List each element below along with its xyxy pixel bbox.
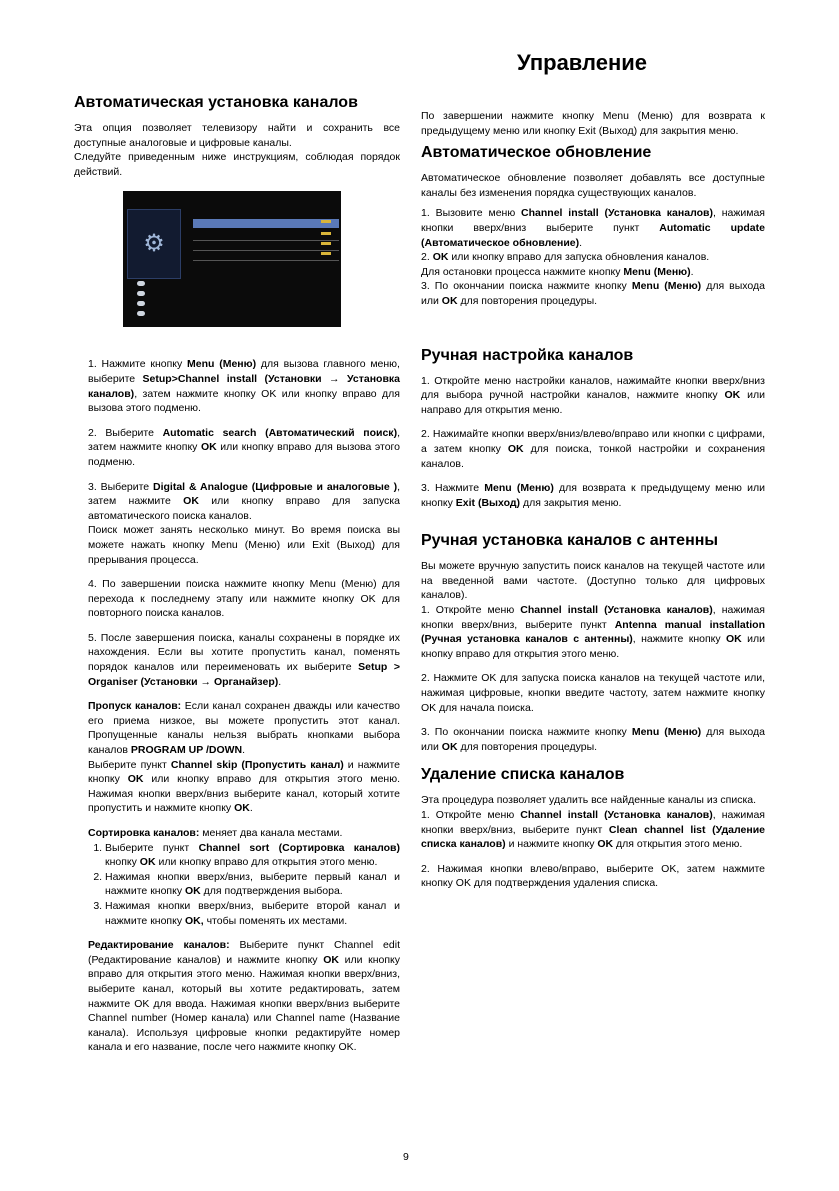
auto-update-heading: Автоматическое обновление <box>421 144 652 162</box>
auto-step-2: 2. Выберите Automatic search (Автоматический поиск), затем нажмите кнопку OK или кнопку вправо для вызова этого подменю. <box>88 426 400 468</box>
auto-update-step-3: 3. По окончании поиска нажмите кнопку Menu (Меню) для выхода или OK для повторения процедуры. <box>421 280 766 307</box>
page-title: Управление <box>517 50 648 75</box>
list-item: 2. Нажимая кнопки вверх/вниз, выберите первый канал и нажмите кнопку OK для подтверждения выбора. <box>105 870 400 899</box>
auto-install-intro-2: Следуйте приведенным ниже инструкциям, соблюдая порядок действий. <box>74 151 400 178</box>
menu-row <box>193 241 339 251</box>
antenna-step-3: 3. По окончании поиска нажмите кнопку Menu (Меню) для выхода или OK для повторения процедуры. <box>421 726 766 753</box>
auto-update-step-2b: Для остановки процесса нажмите кнопку Menu (Меню). <box>421 265 694 278</box>
auto-update-step-2: 2. OK или кнопку вправо для запуска обновления каналов. <box>421 251 710 264</box>
menu-dot <box>137 281 145 286</box>
manual-step-3: 3. Нажмите Menu (Меню) для возврата к предыдущему меню или кнопку Exit (Выход) для закрытия меню. <box>421 482 765 509</box>
menu-dot <box>137 301 145 306</box>
antenna-step-1: 1. Откройте меню Channel install (Установка каналов), нажимая кнопки вверх/вниз, выберите пункт Antenna manual installation (Ручная установка каналов с антенны), нажмите кнопку OK или кнопку вправо для открытия этого меню. <box>421 604 766 660</box>
manual-step-1: 1. Откройте меню настройки каналов, нажимайте кнопки вверх/вниз для выбора ручной настройки каналов, нажмите кнопку OK или направо для открытия меню. <box>421 374 765 416</box>
antenna-step-2: 2. Нажмите OK для запуска поиска каналов на текущей частоте или, нажимая цифровые, кнопки введите частоту, затем нажмите кнопку OK для начала поиска. <box>421 672 765 714</box>
top-note: По завершении нажмите кнопку Menu (Меню) для возврата к предыдущему меню или кнопку Exit (Выход) для закрытия меню. <box>421 110 765 137</box>
menu-row-highlighted <box>193 219 339 228</box>
antenna-intro: Вы можете вручную запустить поиск каналов на текущей частоте или на введенной вами частоте. (Доступно только для цифровых каналов). <box>421 560 765 602</box>
menu-row <box>193 251 339 261</box>
page-number: 9 <box>403 1151 409 1163</box>
auto-step-5: 5. После завершения поиска, каналы сохранены в порядке их нахождения. Если вы хотите пропустить канал, поменять порядок каналов или переименовать их выберите Setup > Organiser (Установки → Органайзер). <box>88 631 400 688</box>
right-column <box>421 109 765 891</box>
channel-sort-heading: Сортировка каналов: меняет два канала местами. <box>88 827 343 839</box>
delete-list-heading: Удаление списка каналов <box>421 766 625 784</box>
channel-sort-list <box>88 841 400 929</box>
menu-row <box>193 231 339 241</box>
auto-install-intro: Эта опция позволяет телевизору найти и сохранить все доступные аналоговые и цифровые каналы. <box>74 122 400 149</box>
left-column <box>74 94 401 1055</box>
auto-step-4: 4. По завершении поиска нажмите кнопку Menu (Меню) для перехода к последнему этапу или нажмите кнопку OK для повторного поиска каналов. <box>88 578 400 620</box>
auto-update-intro: Автоматическое обновление позволяет добавлять все доступные каналы без изменения порядка существующих каналов. <box>421 172 765 199</box>
menu-dot <box>137 291 145 296</box>
delete-step-1: 1. Откройте меню Channel install (Установка каналов), нажимая кнопки вверх/вниз, выберите пункт Clean channel list (Удаление списка каналов) и нажмите кнопку OK для открытия этого меню. <box>421 809 765 851</box>
channel-skip-text: Пропуск каналов: Если канал сохранен дважды или качество его приема низкое, вы можете пропустить этот канал. Пропущенные каналы нельзя выбрать кнопками выбора каналов PROGRAM UP /DOWN. <box>88 700 400 757</box>
manual-tuning-heading: Ручная настройка каналов <box>421 346 634 364</box>
menu-dot <box>137 311 145 316</box>
auto-step-1: 1. Нажмите кнопку Menu (Меню) для вызова главного меню, выберите Setup>Channel install (Установки → Установка каналов), затем нажмите кнопку OK или кнопку вправо для вызова этого подменю. <box>88 358 400 415</box>
tv-menu-screenshot <box>123 191 341 327</box>
channel-edit-text: Редактирование каналов: Выберите пункт Channel edit (Редактирование каналов) и нажмите кнопку OK или кнопку вправо для открытия этого меню. Нажимая кнопки вверх/вниз, выберите канал, который вы хотите редактировать, затем нажмите OK для ввода. Нажимая кнопки вверх/вниз выберите Channel number (Номер канала) или Channel name (Название канала). Используя цифровые кнопки редактируйте номер канала и его название, после чего нажмите кнопку OK. <box>88 939 400 1054</box>
auto-install-heading: Автоматическая установка каналов <box>74 94 358 111</box>
delete-step-2: 2. Нажимая кнопки влево/вправо, выберите OK, затем нажмите кнопку OK для подтверждения удаления списка. <box>421 862 765 890</box>
list-item: 3. Нажимая кнопки вверх/вниз, выберите второй канал и нажмите кнопку OK, чтобы поменять их местами. <box>105 899 400 928</box>
manual-step-2: 2. Нажимайте кнопки вверх/вниз/влево/вправо или кнопки с цифрами, а затем кнопку OK для поиска, тонкой настройки и сохранения каналов. <box>421 428 765 470</box>
gear-icon: ⚙ <box>143 230 165 258</box>
list-item: 1. Выберите пункт Channel sort (Сортировка каналов) кнопку OK или кнопку вправо для открытия этого меню. <box>105 841 400 870</box>
auto-step-3: 3. Выберите Digital & Analogue (Цифровые и аналоговые ), затем нажмите OK или кнопку вправо для запуска автоматического поиска каналов. <box>88 480 400 522</box>
auto-step-3-note: Поиск может занять несколько минут. Во время поиска вы можете нажать кнопку Menu (Меню) или Exit (Выход) для прерывания процесса. <box>88 524 400 566</box>
auto-update-step-1: 1. Вызовите меню Channel install (Установка каналов), нажимая кнопки вверх/вниз выберите пункт Automatic update (Автоматическое обновление). <box>421 207 765 249</box>
channel-skip-text-2: Выберите пункт Channel skip (Пропустить канал) и нажмите кнопку OK или кнопку вправо для открытия этого меню. Нажимая кнопки вверх/вниз выберите канал, который хотите пропустить и нажмите кнопку OK. <box>88 758 401 815</box>
antenna-install-heading: Ручная установка каналов с антенны <box>421 532 719 550</box>
delete-intro: Эта процедура позволяет удалить все найденные каналы из списка. <box>421 794 757 807</box>
